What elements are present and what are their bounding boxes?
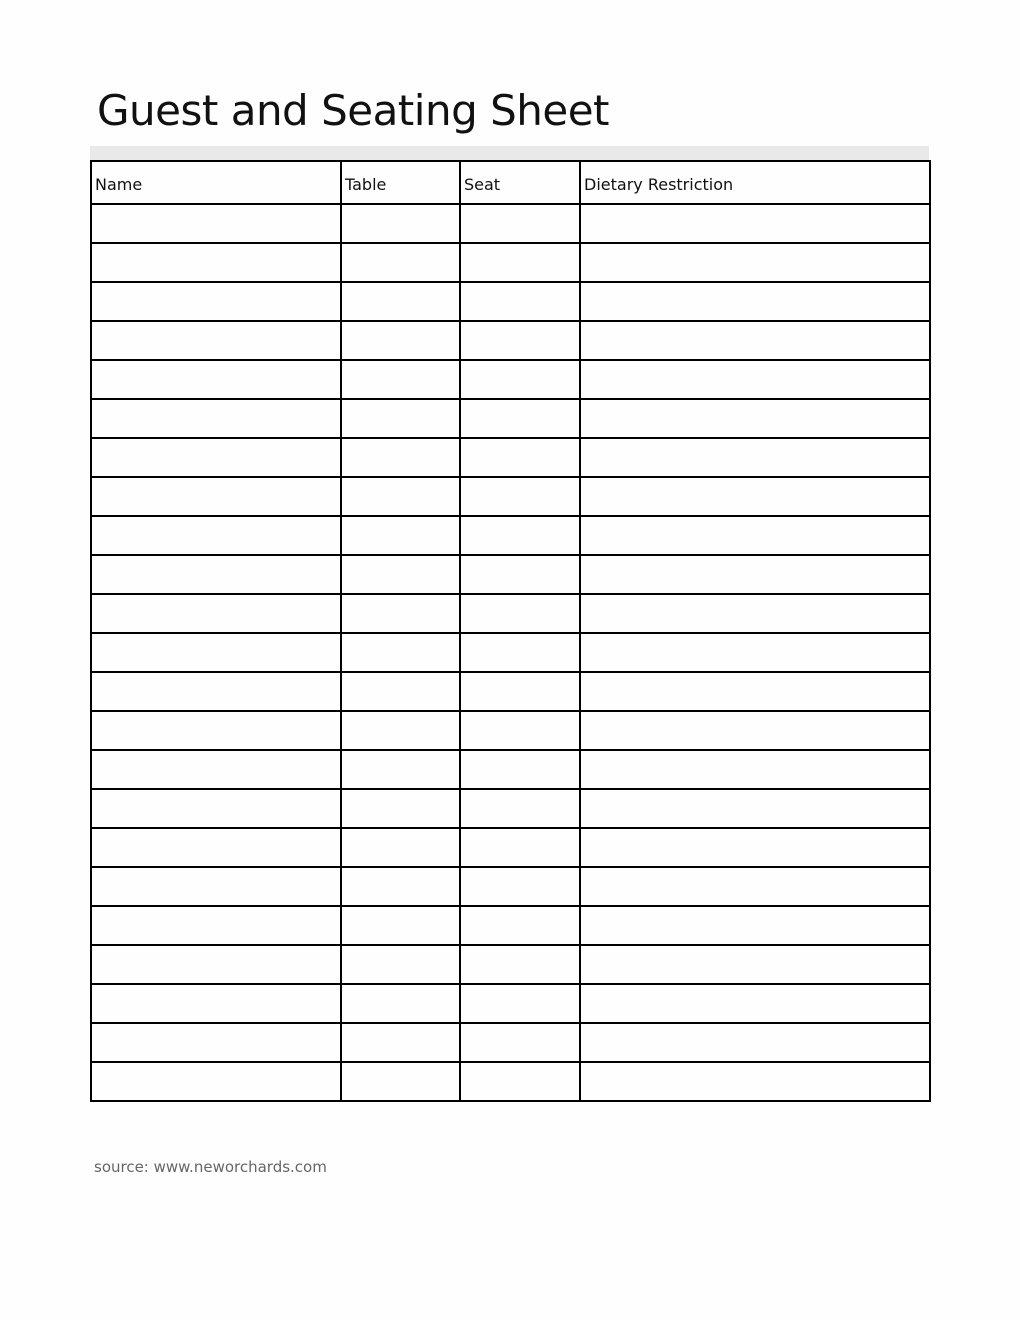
cell-table[interactable]: [341, 399, 460, 438]
cell-seat[interactable]: [460, 789, 580, 828]
cell-dietary-restriction[interactable]: [580, 399, 930, 438]
cell-dietary-restriction[interactable]: [580, 243, 930, 282]
cell-table[interactable]: [341, 594, 460, 633]
cell-dietary-restriction[interactable]: [580, 282, 930, 321]
table-header-row: [91, 161, 930, 204]
cell-dietary-restriction[interactable]: [580, 555, 930, 594]
table-row: [91, 867, 930, 906]
cell-table[interactable]: [341, 984, 460, 1023]
cell-table[interactable]: [341, 477, 460, 516]
cell-name[interactable]: [91, 1062, 341, 1101]
cell-table[interactable]: [341, 555, 460, 594]
table-row: [91, 204, 930, 243]
cell-name[interactable]: [91, 555, 341, 594]
cell-table[interactable]: [341, 945, 460, 984]
cell-table[interactable]: [341, 711, 460, 750]
cell-name[interactable]: [91, 282, 341, 321]
table-row: [91, 1062, 930, 1101]
cell-table[interactable]: [341, 282, 460, 321]
cell-seat[interactable]: [460, 750, 580, 789]
cell-table[interactable]: [341, 672, 460, 711]
table-row: [91, 672, 930, 711]
cell-seat[interactable]: [460, 1062, 580, 1101]
cell-dietary-restriction[interactable]: [580, 321, 930, 360]
table-row: [91, 789, 930, 828]
cell-dietary-restriction[interactable]: [580, 984, 930, 1023]
guest-table: [90, 160, 931, 1102]
table-row: [91, 828, 930, 867]
cell-table[interactable]: [341, 243, 460, 282]
cell-dietary-restriction[interactable]: [580, 1062, 930, 1101]
cell-dietary-restriction[interactable]: [580, 516, 930, 555]
table-row: [91, 945, 930, 984]
cell-seat[interactable]: [460, 399, 580, 438]
cell-dietary-restriction[interactable]: [580, 360, 930, 399]
cell-seat[interactable]: [460, 243, 580, 282]
table-row: [91, 399, 930, 438]
cell-table[interactable]: [341, 204, 460, 243]
cell-name[interactable]: [91, 828, 341, 867]
table-row: [91, 594, 930, 633]
cell-seat[interactable]: [460, 477, 580, 516]
cell-seat[interactable]: [460, 711, 580, 750]
table-row: [91, 243, 930, 282]
cell-name[interactable]: [91, 1023, 341, 1062]
cell-seat[interactable]: [460, 438, 580, 477]
column-header-seat: Seat: [460, 161, 580, 204]
cell-dietary-restriction[interactable]: [580, 1023, 930, 1062]
cell-seat[interactable]: [460, 633, 580, 672]
cell-name[interactable]: [91, 594, 341, 633]
cell-seat[interactable]: [460, 945, 580, 984]
cell-seat[interactable]: [460, 282, 580, 321]
cell-dietary-restriction[interactable]: [580, 750, 930, 789]
cell-name[interactable]: [91, 633, 341, 672]
cell-name[interactable]: [91, 399, 341, 438]
table-row: [91, 711, 930, 750]
cell-seat[interactable]: [460, 204, 580, 243]
cell-seat[interactable]: [460, 984, 580, 1023]
cell-name[interactable]: [91, 438, 341, 477]
cell-name[interactable]: [91, 867, 341, 906]
table-row: [91, 321, 930, 360]
cell-dietary-restriction[interactable]: [580, 438, 930, 477]
cell-name[interactable]: [91, 711, 341, 750]
cell-table[interactable]: [341, 633, 460, 672]
cell-name[interactable]: [91, 516, 341, 555]
cell-seat[interactable]: [460, 516, 580, 555]
cell-name[interactable]: [91, 750, 341, 789]
table-row: [91, 360, 930, 399]
source-note: source: www.neworchards.com: [94, 1158, 327, 1176]
cell-name[interactable]: [91, 789, 341, 828]
cell-seat[interactable]: [460, 672, 580, 711]
table-row: [91, 477, 930, 516]
column-header-name: Name: [91, 161, 341, 204]
cell-dietary-restriction[interactable]: [580, 633, 930, 672]
cell-seat[interactable]: [460, 1023, 580, 1062]
table-row: [91, 633, 930, 672]
cell-table[interactable]: [341, 828, 460, 867]
cell-dietary-restriction[interactable]: [580, 828, 930, 867]
cell-table[interactable]: [341, 789, 460, 828]
cell-seat[interactable]: [460, 555, 580, 594]
table-row: [91, 1023, 930, 1062]
cell-name[interactable]: [91, 984, 341, 1023]
cell-table[interactable]: [341, 867, 460, 906]
table-row: [91, 438, 930, 477]
cell-table[interactable]: [341, 750, 460, 789]
column-header-dietary-restriction: Dietary Restriction: [580, 161, 930, 204]
cell-table[interactable]: [341, 1023, 460, 1062]
cell-dietary-restriction[interactable]: [580, 204, 930, 243]
table-row: [91, 282, 930, 321]
table-row: [91, 906, 930, 945]
cell-dietary-restriction[interactable]: [580, 711, 930, 750]
cell-table[interactable]: [341, 360, 460, 399]
table-row: [91, 555, 930, 594]
column-header-table: Table: [341, 161, 460, 204]
cell-seat[interactable]: [460, 594, 580, 633]
cell-table[interactable]: [341, 516, 460, 555]
cell-table[interactable]: [341, 438, 460, 477]
table-row: [91, 750, 930, 789]
cell-table[interactable]: [341, 906, 460, 945]
cell-table[interactable]: [341, 321, 460, 360]
cell-dietary-restriction[interactable]: [580, 672, 930, 711]
cell-name[interactable]: [91, 321, 341, 360]
cell-seat[interactable]: [460, 828, 580, 867]
cell-name[interactable]: [91, 945, 341, 984]
cell-name[interactable]: [91, 360, 341, 399]
cell-dietary-restriction[interactable]: [580, 789, 930, 828]
cell-dietary-restriction[interactable]: [580, 867, 930, 906]
page-title: Guest and Seating Sheet: [97, 86, 610, 135]
cell-seat[interactable]: [460, 906, 580, 945]
cell-seat[interactable]: [460, 360, 580, 399]
cell-name[interactable]: [91, 477, 341, 516]
cell-name[interactable]: [91, 204, 341, 243]
cell-name[interactable]: [91, 672, 341, 711]
cell-table[interactable]: [341, 1062, 460, 1101]
cell-name[interactable]: [91, 243, 341, 282]
cell-dietary-restriction[interactable]: [580, 594, 930, 633]
cell-dietary-restriction[interactable]: [580, 945, 930, 984]
header-band: [90, 146, 929, 160]
cell-dietary-restriction[interactable]: [580, 477, 930, 516]
table-row: [91, 984, 930, 1023]
cell-seat[interactable]: [460, 867, 580, 906]
cell-dietary-restriction[interactable]: [580, 906, 930, 945]
table-row: [91, 516, 930, 555]
cell-seat[interactable]: [460, 321, 580, 360]
cell-name[interactable]: [91, 906, 341, 945]
